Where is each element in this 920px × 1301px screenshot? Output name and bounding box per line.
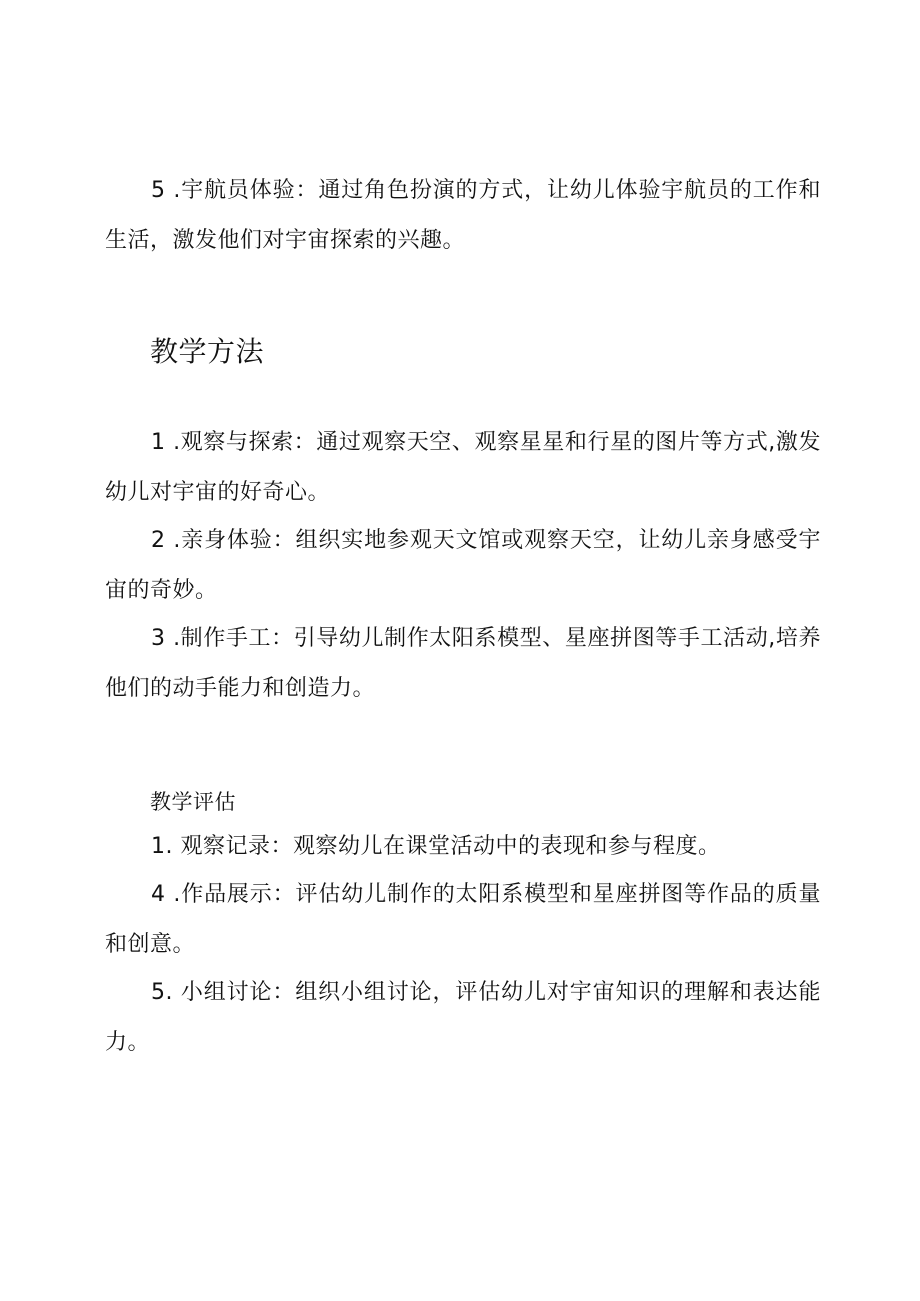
method-item-hands-on: [105, 516, 821, 616]
method-item-observation: [105, 418, 821, 518]
paragraph-text: 5. 小组讨论：组织小组讨论，评估幼儿对宇宙知识的理解和表达能力。: [105, 980, 821, 1055]
method-item-handcraft: [105, 614, 821, 714]
paragraph-text: 5 .宇航员体验：通过角色扮演的方式，让幼儿体验宇航员的工作和生活，激发他们对宇宙探索的兴趣。: [105, 178, 821, 253]
heading-teaching-methods: 教学方法: [150, 335, 265, 368]
evaluation-item-group-discussion: [105, 968, 821, 1068]
heading-teaching-evaluation: 教学评估: [150, 790, 236, 814]
paragraph-text: 2 .亲身体验：组织实地参观天文馆或观察天空，让幼儿亲身感受宇宙的奇妙。: [105, 528, 821, 603]
paragraph-text: 4 .作品展示：评估幼儿制作的太阳系模型和星座拼图等作品的质量和创意。: [105, 882, 821, 957]
paragraph-text: 1. 观察记录：观察幼儿在课堂活动中的表现和参与程度。: [151, 834, 721, 859]
evaluation-item-work-display: [105, 870, 821, 970]
evaluation-item-observation-record: [105, 822, 821, 872]
paragraph-text: 1 .观察与探索：通过观察天空、观察星星和行星的图片等方式,激发幼儿对宇宙的好奇心。: [105, 430, 821, 505]
paragraph-text: 3 .制作手工：引导幼儿制作太阳系模型、星座拼图等手工活动,培养他们的动手能力和创造力。: [105, 626, 821, 701]
paragraph-astronaut-experience: [105, 166, 821, 266]
